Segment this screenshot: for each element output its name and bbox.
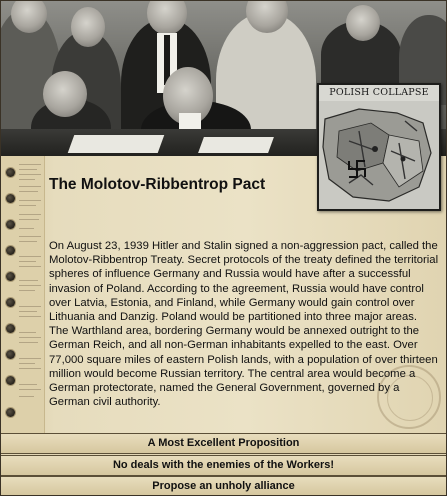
event-description: On August 23, 1939 Hitler and Stalin signed a non-aggression pact, called the Molotov-Ribbentrop Treaty. Secret protocols of the treaty defined the territorial spheres of influence Germany and Russia would have after a successful invasion of Poland. According to the agreement, Russia would have control over Latvia, Estonia, and Finland, while Germany would gain control over Lithuania and Danzig. Poland would be partitioned into three major areas. The Warthland area, bordering Germany would be annexed outright to the German Reich, and all non-German inhabitants expelled to the east. Over 77,000 square miles of eastern Polish lands, with a population of over thirteen million would become Russian territory. The central area would become a German protectorate, named the General Government, governed by a German civil authority. <box>49 240 439 409</box>
binder-ring-icon <box>6 220 15 229</box>
poland-map <box>317 83 441 211</box>
binder-ring-icon <box>6 324 15 333</box>
binder-ring-icon <box>6 194 15 203</box>
binder-ring-icon <box>6 376 15 385</box>
binder-ring-icon <box>6 298 15 307</box>
option-alliance-button[interactable]: Propose an unholy alliance <box>1 476 446 496</box>
binder-ring-icon <box>6 272 15 281</box>
option-accept-button[interactable]: A Most Excellent Proposition <box>1 433 446 454</box>
option-refuse-button[interactable]: No deals with the enemies of the Workers! <box>1 455 446 476</box>
event-title: The Molotov-Ribbentrop Pact <box>49 176 266 193</box>
map-drawing <box>319 101 439 209</box>
binder-ring-icon <box>6 246 15 255</box>
map-title: POLISH COLLAPSE <box>319 85 439 101</box>
binder-ring-icon <box>6 408 15 417</box>
binder-ring-icon <box>6 350 15 359</box>
binder-ring-icon <box>6 168 15 177</box>
notebook-margin <box>1 156 45 433</box>
